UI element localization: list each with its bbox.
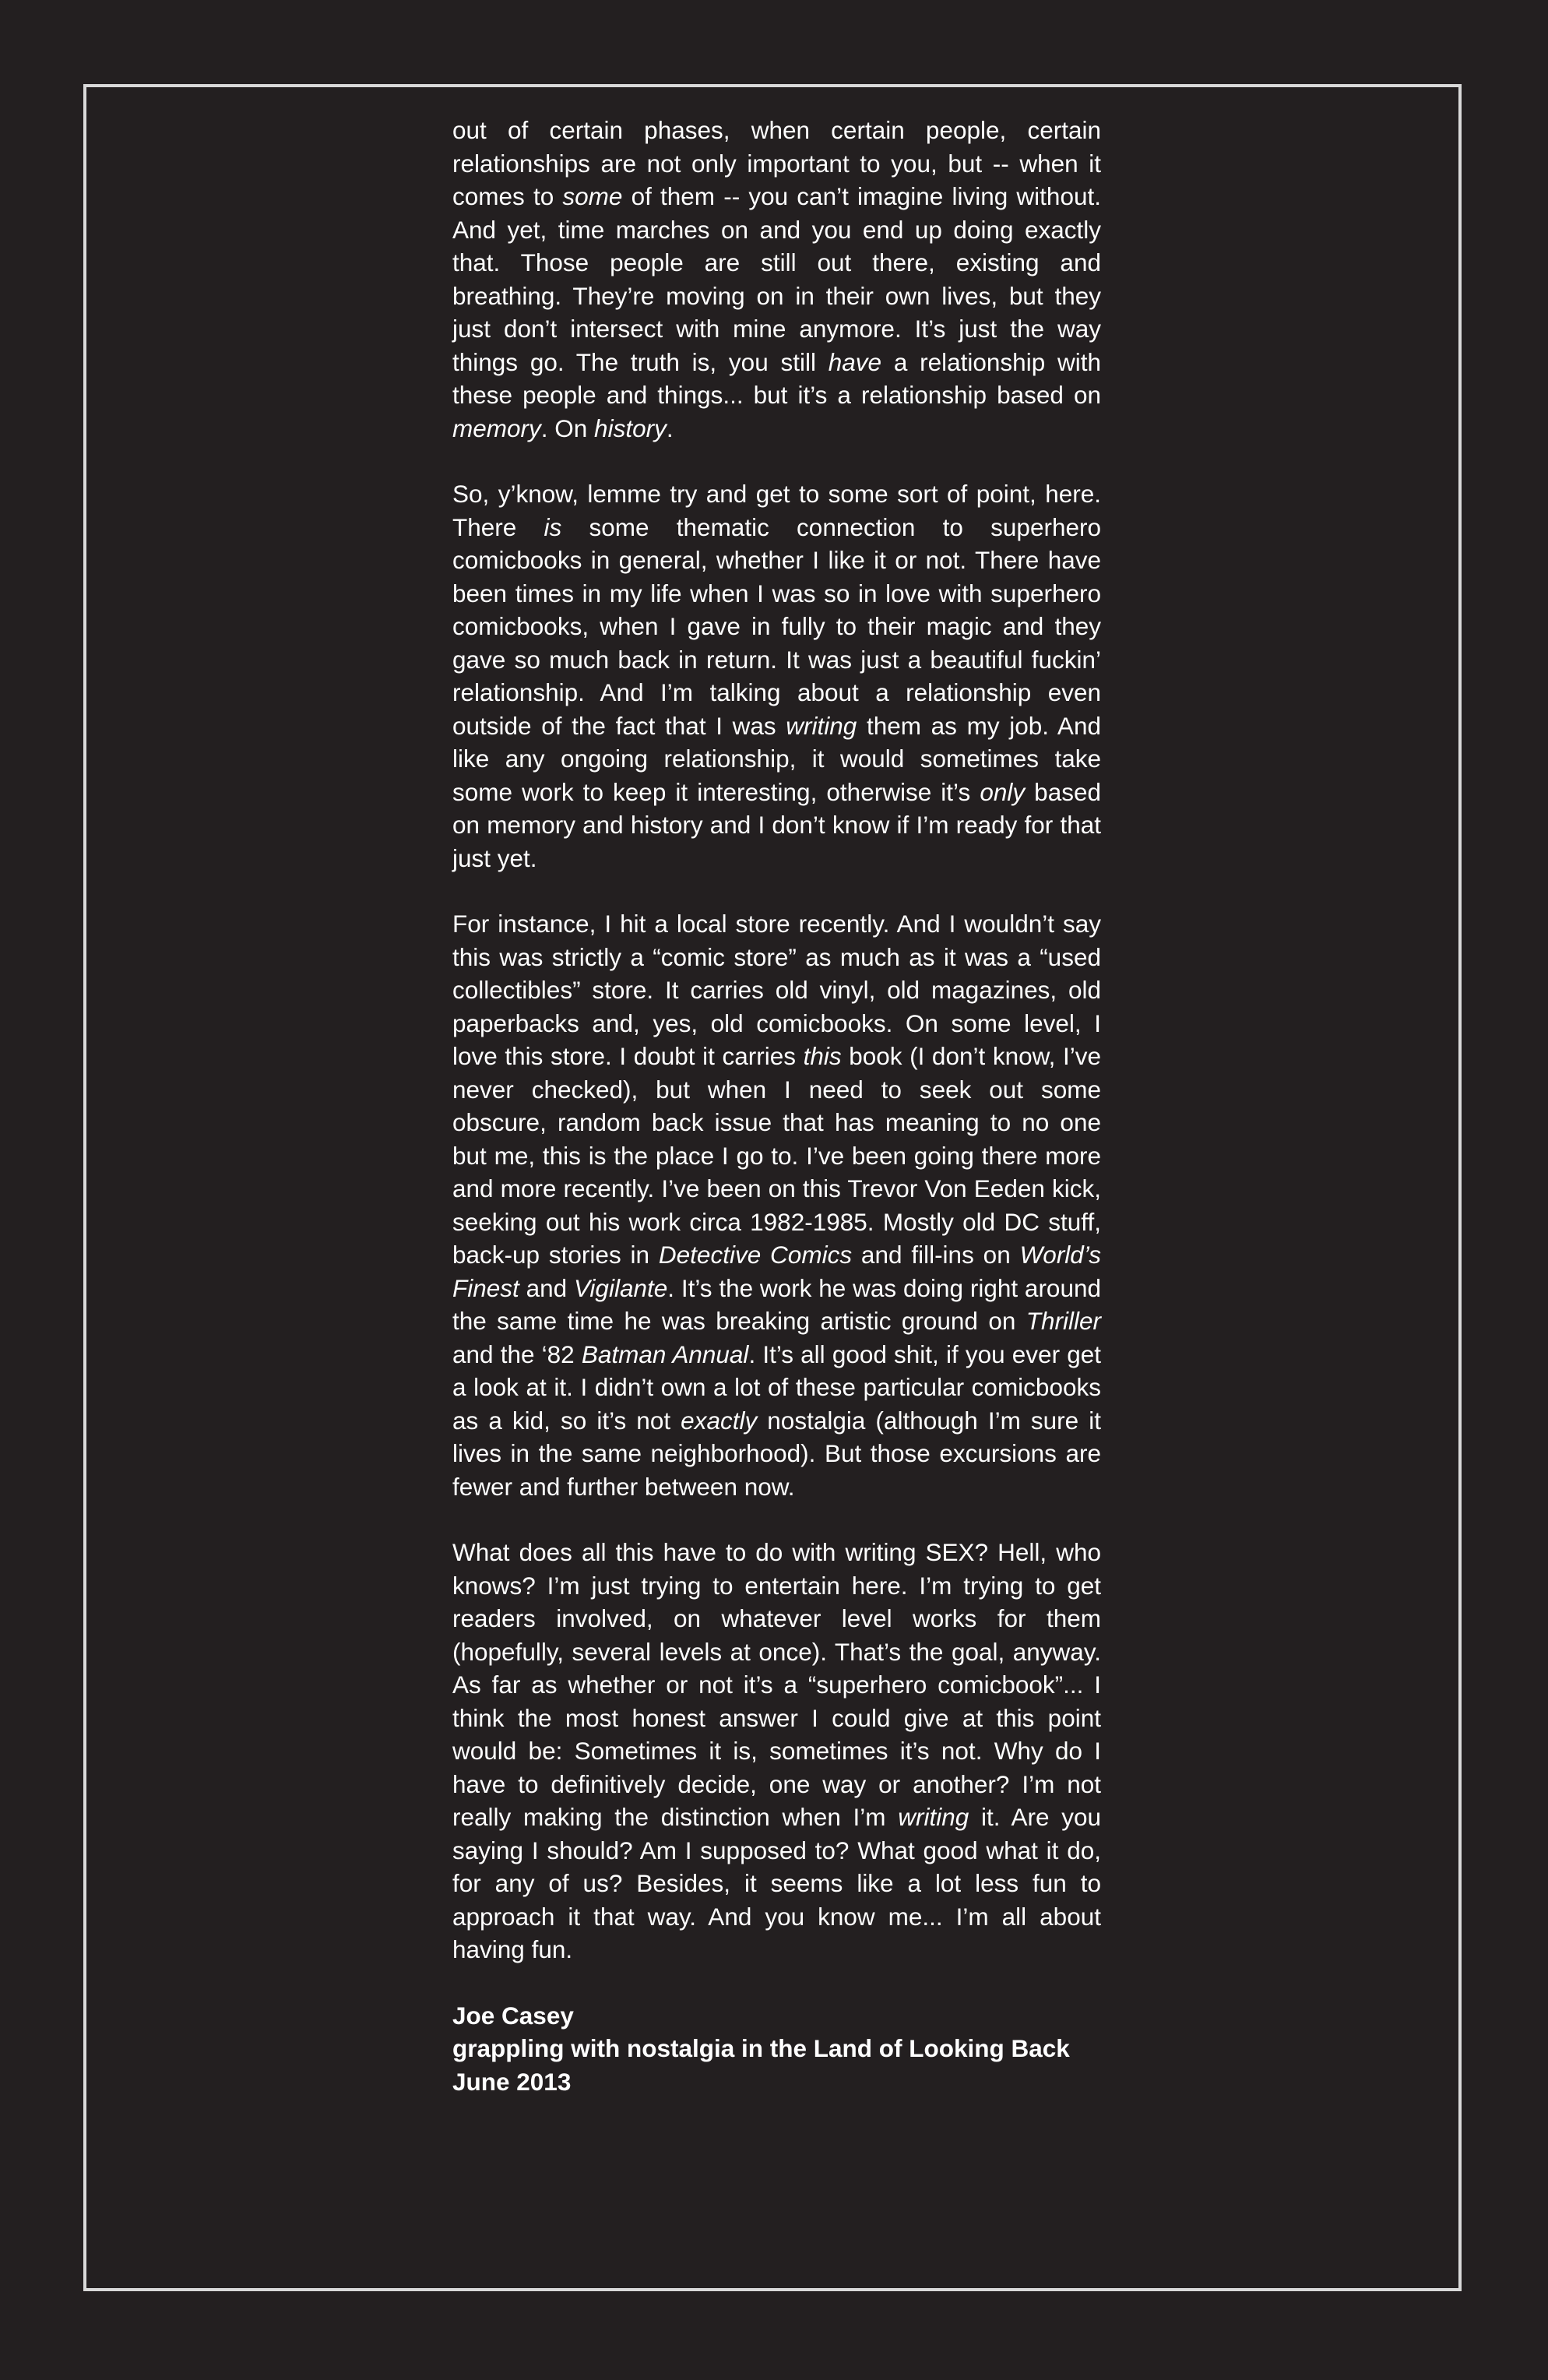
- text-run: What does all this have to do with writing SEX? Hell, who knows? I’m just trying to entertain here. I’m trying to get readers involved, on whatever level works for them (hopefully, several levels at once). That’s the goal, anyway. As far as whether or not it’s a “superhero comicbook”... I think the most honest answer I could give at this point would be: Sometimes it is, sometimes it’s not. Why do I have to definitively decide, one way or another? I’m not really making the distinction when I’m: [452, 1538, 1101, 1831]
- article-text-column: [452, 114, 1101, 2098]
- paragraph: [452, 907, 1101, 1503]
- text-run: and the ‘82: [452, 1340, 582, 1368]
- italic-text-run: only: [980, 777, 1026, 806]
- italic-text-run: is: [544, 512, 562, 541]
- italic-text-run: have: [828, 347, 882, 376]
- text-run: out of certain phases, when certain people, certain relationships are not only important to you, but -- when it comes to: [452, 116, 1101, 210]
- text-run: . It’s all good shit, if you ever get a look at it. I didn’t own a lot of these particular comicbooks as a kid, so it’s not: [452, 1340, 1101, 1435]
- italic-text-run: Thriller: [1026, 1307, 1101, 1335]
- text-run: a relationship with these people and things... but it’s a relationship based on: [452, 347, 1101, 409]
- text-run: For instance, I hit a local store recently. And I wouldn’t say this was strictly a “comic store” as much as it was a “used collectibles” store. It carries old vinyl, old magazines, old paperbacks and, yes, old comicbooks. On some level, I love this store. I doubt it carries: [452, 910, 1101, 1070]
- text-run: of them -- you can’t imagine living without. And yet, time marches on and you end up doing exactly that. Those people are still out there, existing and breathing. They’re moving on in their own lives, but they just don’t intersect with mine anymore. It’s just the way things go. The truth is, you still: [452, 182, 1101, 376]
- signoff-date: June 2013: [452, 2067, 572, 2096]
- italic-text-run: history: [594, 414, 667, 442]
- paragraph: [452, 114, 1101, 445]
- italic-text-run: World’s Finest: [452, 1241, 1101, 1302]
- paragraph: [452, 477, 1101, 875]
- text-run: .: [666, 414, 674, 442]
- text-run: them as my job. And like any ongoing relationship, it would sometimes take some work to keep it interesting, otherwise it’s: [452, 711, 1101, 806]
- italic-text-run: Detective Comics: [658, 1241, 853, 1269]
- paragraph: [452, 1536, 1101, 1966]
- signoff-block: [452, 1999, 1101, 2099]
- text-run: So, y’know, lemme try and get to some sort of point, here. There: [452, 480, 1101, 541]
- text-run: nostalgia (although I’m sure it lives in the same neighborhood). But those excursions are fewer and further between now.: [452, 1406, 1101, 1501]
- text-run: and: [519, 1273, 574, 1302]
- italic-text-run: writing: [786, 711, 857, 740]
- italic-text-run: exactly: [681, 1406, 758, 1435]
- italic-text-run: Vigilante: [573, 1273, 668, 1302]
- text-run: it. Are you saying I should? Am I supposed to? What good what it do, for any of us? Besides, it seems like a lot less fun to approach it that way. And you know me... I’m all about having fun.: [452, 1803, 1101, 1963]
- italic-text-run: Batman Annual: [581, 1340, 749, 1368]
- author-tagline: grappling with nostalgia in the Land of Looking Back: [452, 2034, 1070, 2062]
- italic-text-run: this: [803, 1042, 842, 1070]
- text-run: some thematic connection to superhero comicbooks in general, whether I like it or not. There have been times in my life when I was so in love with superhero comicbooks, when I gave in fully to their magic and they gave so much back in return. It was just a beautiful fuckin’ relationship. And I’m talking about a relationship even outside of the fact that I was: [452, 512, 1101, 740]
- text-run: book (I don’t know, I’ve never checked), but when I need to seek out some obscure, random back issue that has meaning to no one but me, this is the place I go to. I’ve been going there more and more recently. I’ve been on this Trevor Von Eeden kick, seeking out his work circa 1982-1985. Mostly old DC stuff, back-up stories in: [452, 1042, 1101, 1269]
- text-run: and fill-ins on: [852, 1241, 1020, 1269]
- author-name: Joe Casey: [452, 2001, 574, 2030]
- text-run: . On: [540, 414, 595, 442]
- italic-text-run: some: [562, 182, 623, 210]
- italic-text-run: writing: [898, 1803, 969, 1831]
- italic-text-run: memory: [452, 414, 541, 442]
- text-run: based on memory and history and I don’t know if I’m ready for that just yet.: [452, 777, 1102, 872]
- text-run: . It’s the work he was doing right around the same time he was breaking artistic ground on: [452, 1273, 1102, 1335]
